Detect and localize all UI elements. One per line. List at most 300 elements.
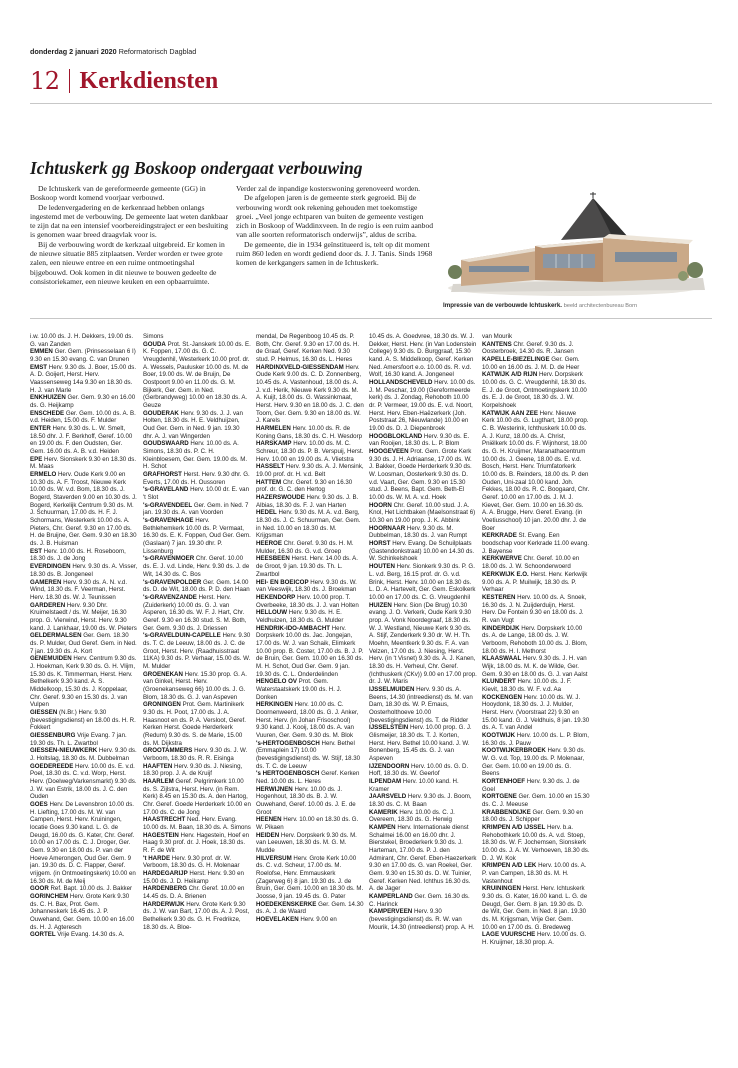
listing-entry <box>143 341 251 410</box>
listing-entry <box>256 625 364 679</box>
listing-text: Herv. 9.30 ds. A. N. v.d. Wind, 18.30 ds. F. Veerman, Herst. Herv. 18.30 ds. W. J. Teunissen <box>30 578 128 601</box>
listing-place: GOUDERAK <box>143 409 179 417</box>
listing-entry <box>256 479 364 494</box>
listing-place: EMMEN <box>30 348 53 356</box>
listing-entry <box>143 555 251 578</box>
listing-text: Herv. Grote Kerk 9.30 ds. J. W. van Bart, 17.00 ds. A. J. Post, Bethelkerk 9.30 ds. G. H. Fredrikze, 18.30 ds. A. Bloe- <box>143 900 250 931</box>
listing-text: Herst. Herv. 14.00 ds. A. de Groot, 9 jan. 19.30 ds. Th. L. Zwartbol <box>256 555 358 578</box>
listing-place: HENDRIK-IDO-AMBACHT <box>256 624 331 632</box>
listings-rule <box>30 318 712 319</box>
listing-text: Ger. Gem. (Prinsesselaan 6 I) 9.30 en 15.30 evang. C. van Drunen <box>30 348 136 364</box>
listing-text: Herv. 10.00 ds. C. Doornenweerd, 18.00 ds. G. J. Anker, Herst. Herv. (in Johan Frisoschool) 9.30 kand. J. Kooij, 18.00 ds. A. van Vuuren, Ger. Gem. 9.30 ds. M. Blok <box>256 701 359 739</box>
listing-entry <box>482 778 590 793</box>
listing-entry <box>369 778 477 793</box>
listing-place: HAZERSWOUDE <box>256 494 305 502</box>
listing-entry <box>256 701 364 739</box>
listing-place: HOOGBLOKLAND <box>369 432 423 440</box>
listing-entry <box>369 893 477 908</box>
listing-place: GRAFHORST <box>143 471 182 479</box>
listing-entry <box>482 678 590 693</box>
listing-entry <box>30 471 138 548</box>
listing-text: Ger. Gem. 10.00 en 15.30 ds. C. J. Meeuse <box>482 793 590 808</box>
listing-place: KANTENS <box>482 340 512 348</box>
listing-text: Herv. 10.00 en 18.30 ds. G. W. Pikaen <box>256 816 359 831</box>
listing-place: KATWIJK AAN ZEE <box>482 409 538 417</box>
listing-text: Chr. Geref. 10.00 en 14.45 ds. D. A. Brienen <box>143 885 245 901</box>
listing-entry <box>482 625 590 656</box>
listing-place: HARDERWIJK <box>143 900 185 908</box>
listing-place: IJSSELSTEIN <box>369 724 409 732</box>
listing-place: GORINCHEM <box>30 893 69 901</box>
caption-text: Impressie van de verbouwde Ichtuskerk. <box>443 302 562 309</box>
listing-entry <box>30 348 138 363</box>
listing-text: Chr. Geref. 10.00 ds. E. J. v.d. Linde, Herv. 9.30 ds. J. de Wit, 14.30 ds. C. Bos <box>143 555 250 578</box>
listing-place: HARSKAMP <box>256 440 292 448</box>
listing-text: Herv. 9.30 Dhr. Kruimelstaedt / ds. W. Meijer, 16.30 prop. G. Vierwind, Herst. Herv. 9.30 kand. J. Lankhaar, 19.00 ds. W. Pieters <box>30 601 137 632</box>
listing-place: KRIMPEN A/D IJSSEL <box>482 824 546 831</box>
listing-text: Prot. St.-Janskerk 10.00 ds. E. K. Foppen, 17.00 ds. G. C. Vreugdenhil, Westerkerk 10.00 prof. dr. A. Wessels, Paulusker 10.00 ds. M. de Boer, 19.00 ds. W. de Bruijn, De Oostpoort 9.00 en 11.00 ds. G. M. Bijkerk, Ger. Gem. in Ned. (Gerbrandyweg) 10.00 en 18.30 ds. A. Geuze <box>143 340 251 410</box>
listings-column-6 <box>595 333 703 1053</box>
article-paragraph: Bij de verbouwing wordt de kerkzaal uitgebreid. Er komen in de nieuwe situatie 885 zitplaatsen. Verder worden er twee grote zalen, een nieuwe entree en een ruime ontmoetingshal bijgebouwd. Ook komen in dit nieuwe te bouwen gedeelte de consistoriekamer, een nieuwe keuken en een opbaarruimte. <box>30 239 225 286</box>
listing-entry <box>30 931 138 939</box>
listing-text: Prot. Gem. Martinikerk 9.30 ds. H. Poot, 17.00 ds. J. A. Haasnoot en ds. P. A. Versloot, Geref. Kerken Herst. Goede Herderkerk (Redum) 9.30 ds. S. de Marie, 15.00 ds. M. Dijkstra <box>143 701 246 747</box>
listing-text: Ger. Gem. 18.30 ds. P. Mulder, Oud Geref. Gem. in Ned. 7 jan. 19.30 ds. A. Kort <box>30 632 137 655</box>
listing-entry <box>482 655 590 678</box>
listing-entry <box>482 931 590 946</box>
listing-place: 's-GRAVENHAGE <box>143 517 194 525</box>
listing-text: Herv. Sionkerk 9.30 ds. P. G. L. v.d. Berg, 16.15 prof. dr. G. v.d. Brink, Herst. Herv. 10.00 en 18.30 ds. L. D. A. Hartevelt, Ger. Gem. Eskolkerk 10.00 en 17.00 ds. C. G. Vreugdenhil <box>369 563 476 601</box>
listing-text: Herv. 9.30 ds. J. J. van Holten, 18.30 ds. H. E. Veldhuijzen, Oud Ger. Gem. in Ned. 9 jan. 19.30 dhr. A. J. van Wingerden <box>143 409 243 440</box>
listing-place: ENKHUIZEN <box>30 394 66 402</box>
listing-place: HOEDEKENSKERKE <box>256 900 317 908</box>
listing-text: Herv. Oude Kerk 9.00 ds. C. D. Zonnenberg, 10.45 ds. A. Vastenhoud, 18.00 ds. A. J. v.d. Herik, Nieuwe Kerk 9.30 ds. M. A. Kuijt, 18.00 ds. G. Wassinkmaat, Herst. Herv. 9.30 en 18.00 ds. J. C. den Toom, Ger. Gem. 9.30 en 18.00 ds. W. J. Karels <box>256 363 364 425</box>
listing-text: Herv. 9.30 ds. J. Boer, 15.00 ds. A. D. Goijert, Herst. Herv. Vaassenseweg 14a 9.30 en 18.30 ds. H. J. van Marle <box>30 363 137 394</box>
listing-place: HAAFTEN <box>143 762 173 770</box>
listing-entry <box>369 793 477 808</box>
listing-entry <box>143 333 251 341</box>
listing-text: Ger. Gem. 10.00 ds. A. B. v.d. Heiden, 15.00 ds. F. Mulder <box>30 409 136 425</box>
listing-entry <box>256 816 364 831</box>
listing-place: HEENEN <box>256 816 282 824</box>
listing-place: 's-GRAVELDUIN-CAPELLE <box>143 632 221 640</box>
listing-text: Herv. 15.30 prop. G. A. van Ginkel, Herst. Herv. (Groenekanseweg 66) 10.00 ds. J. G. Blom, 18.30 ds. G. J. van Aspeven <box>143 670 247 701</box>
listing-place: HEEROE <box>256 540 282 548</box>
issue-date: donderdag 2 januari 2020 <box>30 47 117 56</box>
listing-entry <box>482 793 590 808</box>
listing-entry <box>369 563 477 601</box>
listing-text: Herv. 9.30 ds. J. H. van Wijk, 18.00 ds. M. K. de Wilde, Ger. Gem. 9.30 en 18.00 ds. G. J. van Aalst <box>482 655 588 678</box>
listing-text: Herv. 10.00 ds. J. F. Kievit, 18.30 ds. W. F. v.d. Aa <box>482 678 572 693</box>
listing-entry <box>369 763 477 778</box>
listing-text: Ger. Gem. 14.00 ds. D. de Wit, 18.00 ds. P. D. den Haan <box>143 578 250 594</box>
listing-place: HOOGEVEEN <box>369 448 409 456</box>
header-divider <box>69 69 70 93</box>
listing-entry <box>30 333 138 348</box>
listing-entry <box>256 901 364 916</box>
listing-text: Herv. Sionskerk 9.30 en 18.30 ds. M. Maas <box>30 455 137 471</box>
listing-entry <box>482 732 590 747</box>
listing-entry <box>369 333 477 379</box>
listings-column-5 <box>482 333 590 1053</box>
listing-place: HAARLEM <box>143 777 174 785</box>
listing-entry <box>30 456 138 471</box>
listing-entry <box>30 885 138 893</box>
listing-place: KORTENHOEF <box>482 777 525 785</box>
listing-entry <box>30 709 138 732</box>
listing-text: 10.45 ds. A. Goedvree, 18.30 ds. W. J. Dekker, Herst. Herv. (in Van Lodenstein College) 9.30 ds. D. Burggraaf, 15.30 kand. A. S. Middelkoop, Geref. Kerken Ned. Amersfoort e.o. 10.00 ds. R. v.d. Wolf, 16.30 kand. A. Jongeneel <box>369 333 477 379</box>
listing-entry <box>143 885 251 900</box>
listing-place: KERKWERVE <box>482 555 522 563</box>
listing-entry <box>369 908 477 931</box>
listing-text: Herv. Internationale dienst Schalmei 16.00 en 16.00 dhr. J. Bierstekel, Broederkerk 9.30 ds. J. Harteman, 17.00 ds. P. J. den Admirant, Chr. Geref. Eben-Haezerkerk 9.30 en 17.00 ds. G. van Roekel, Ger. Gem. 9.30 en 15.30 ds. D. W. Tuinier, Geref. Kerken Ned. Ichthus 16.30 ds. A. de Jager <box>369 824 477 893</box>
listing-entry <box>30 410 138 425</box>
listing-entry <box>256 609 364 624</box>
listing-entry <box>256 425 364 440</box>
listing-place: 's-GRAVENZANDE <box>143 593 197 601</box>
listing-text: Chr. Geref. 10.00 en 18.00 ds. J. W. Schoonderwoerd <box>482 555 580 571</box>
listing-place: HORST <box>369 540 391 548</box>
listing-text: Herv. Centrum 9.30 ds. J. Hoekman, Kerk 9.30 ds. G. H. Vlijm, 15.30 ds. K. Timmerman, Herst. Herv. Bethelkerk 9.30 kand. A. S. Middelkoop, 15.30 ds. J. Koppelaar, Chr. Geref. 9.30 en 15.30 ds. J. van Vulpen <box>30 655 137 709</box>
listing-entry <box>30 893 138 931</box>
listing-entry <box>369 433 477 448</box>
listing-text: Herv. Evang. De Schuilplaats (Gastendonkstraat) 10.00 en 14.30 ds. W. Schinkelshoek <box>369 540 475 563</box>
listing-place: KAMERIK <box>369 808 398 816</box>
listing-entry <box>256 579 364 594</box>
listing-place: KAMPEN <box>369 824 396 831</box>
listing-text: Herv. De Levensbron 10.00 ds. H. Liefting, 17.00 ds. M. W. van Campen, Herst. Herv. Kruiningen, locatie Goes 9.30 kand. L. G. de Deugd, 16.00 ds. G. Kater, Chr. Geref. 10.00 en 17.00 ds. C. J. Droger, Ger. Gem. 9.30 en 18.00 ds. P. van der Hoeve Amerongen, Oud Ger. Gem. 9 jan. 19.30 ds. D. C. Flapper, Geref. vrijgem. (in Ontmoetingskerk) 10.00 en 16.30 ds. M. de Meij <box>30 800 136 885</box>
listing-text: Herv. Grote Kerk 9.30 ds. C. H. Bax, Prot. Gem. Johanneskerk 16.45 ds. J. P. Ouwehand, Ger. Gem. 10.00 en 16.00 ds. H. J. Agteresch <box>30 893 135 931</box>
listing-place: GARDEREN <box>30 601 66 609</box>
listing-place: 's HERTOGENBOSCH <box>256 770 320 778</box>
header-rule <box>30 103 712 104</box>
listing-place: HARDEGARIJP <box>143 870 188 878</box>
article-paragraph: De ledenvergadering en de kerkenraad hebben onlangs ingestemd met de verbouwing. De gemeente laat weten dankbaar te zijn dat na een intensief voorbereidingstraject er een besluiting is genomen waar breed draagvlak voor is. <box>30 202 228 240</box>
article-column-2 <box>236 184 436 268</box>
listing-entry <box>369 809 477 824</box>
listing-text: Ned. Herv. Evang. 10.00 ds. M. Baan, 18.30 ds. A. Simons <box>143 816 251 831</box>
listing-text: Herv. 9.30 ds. M. A. v.d. Berg, 18.30 ds. J. C. Schuurman, Ger. Gem. in Ned. 10.00 en 18.30 ds. M. Krijgsman <box>256 509 361 540</box>
listing-text: Herv. 9.30 ds. J. Holtslag, 18.30 ds. M. Dubbelman <box>30 747 137 762</box>
listing-entry <box>143 832 251 855</box>
listing-entry <box>30 425 138 456</box>
listing-place: IJZENDOORN <box>369 762 410 770</box>
listing-place: 't HARDE <box>143 854 171 862</box>
listing-text: Herv. 9.30 ds. T. C. de Leeuw, 18.00 ds. J. C. de Groot, Herst. Herv. (Raadhuisstraat 11KA) 9.30 ds. P. Verhaar, 15.00 ds. W. M. Mulder <box>143 632 251 670</box>
listing-text: Herv. Dorpskerk 10.00 ds. G. C. Vreugdenhil, 18.30 ds. E. J. de Groot, Ontmoetingskerk 10.00 ds. E. J. de Groot, 18.30 ds. J. W. Korpelshoek <box>482 371 587 410</box>
listing-entry <box>143 440 251 471</box>
listing-place: KAMPERLAND <box>369 893 413 901</box>
listing-text: Prot. Gem. Grote Kerk 9.30 ds. J. H. Adriaanse, 17.00 ds. W. J. Bakker, Goede Herderkerk 9.30 ds. W. Loosman, Oosterkerk 9.30 ds. D. v.d. Vaart, Ger. Gem. 9.30 en 15.30 stud. J. Beens, Bapt. Gem. Beth-El 10.00 ds. W. M. A. v.d. Hoek <box>369 448 472 502</box>
listing-place: KAPELLE-BIEZELINGE <box>482 356 550 364</box>
listing-entry <box>143 486 251 501</box>
listing-text: Herv. 9.30 prof. dr. W. Verboom, 18.30 ds. G. H. Molenaar <box>143 854 240 870</box>
listing-place: HAASTRECHT <box>143 816 186 824</box>
listing-place: HEDEL <box>256 509 277 517</box>
listing-text: Herv. 10.00 ds. R. de Koning Gans, 18.30 ds. C. H. Wesdorp <box>256 425 363 440</box>
listing-text: Herv. b.a. Rehobothkerk 10.00 ds. A. v.d. Stoep, 18.30 ds. W. F. Jochemsen, Sionskerk 10.00 ds. J. A. W. Verhoeven, 18.30 ds. D. J. W. Kok <box>482 824 590 862</box>
listing-place: GOUDA <box>143 340 166 348</box>
listing-place: 's-GRAVELAND <box>143 486 189 494</box>
listing-entry <box>30 364 138 395</box>
listing-entry <box>256 555 364 578</box>
listing-text: Herv. Sion (De Brug) 10.30 evang. J. O. Verkerk, Oude Kerk 9.30 prop. A. Vonk Noordegraaf, 18.30 ds. W. J. Westland, Nieuwe Kerk 9.30 ds. A. Stijf, Zenderkerk 9.30 dr. W. H. Th. Moehn, Meentkerk 9.30 ds. F. A. van Velzen, 17.00 ds. J. Niesing, Herst. Herv. (in 't Visnet) 9.30 ds. A. J. Kanen, 18.30 ds. H. Verheul, Chr. Geref. (Ichthuskerk (CKv)) 9.00 en 17.00 prop. dr. J. W. Maris <box>369 601 477 686</box>
listing-text: Ger. Gem. 16.30 ds. C. Harinck <box>369 893 470 908</box>
listing-place: GOOR <box>30 885 49 893</box>
listing-place: HOLLANDSCHEVELD <box>369 379 433 387</box>
listing-text: (N.Br.) Herv. 9.30 (bevestigingsdienst) en 18.00 ds. H. R. Fokkert <box>30 708 136 732</box>
listing-place: KERKWIJK E.O. <box>482 570 529 578</box>
listing-place: KAMPERVEEN <box>369 908 413 916</box>
listing-text: Chr. Geref. 10.00 stud. J. A. Knol, Het Lichtbaken (Maelsonstraat 6) 10.30 en 19.00 prop. J. K. Abbink <box>369 501 476 525</box>
listing-place: HUIZEN <box>369 601 392 609</box>
listing-place: GIESSENBURG <box>30 731 76 739</box>
listing-place: HATTEM <box>256 478 282 486</box>
listing-text: Geref. Pelgrimkerk 10.00 ds. S. Zijlstra, Herst. Herv. (in Rem. Kerk) 8.45 en 15.30 ds. A. den Hartog, Chr. Geref. Goede Herderkerk 10.00 en 17.00 ds. C. de Jong <box>143 777 251 816</box>
listing-place: HOORN <box>369 501 392 509</box>
listing-entry <box>143 701 251 747</box>
listing-text: Ger. Gem. 14.30 ds. A. J. de Waard <box>256 900 364 916</box>
article-paragraph: Verder zal de inpandige kosterswoning gerenoveerd worden. <box>236 184 421 193</box>
listing-entry <box>143 594 251 632</box>
listing-text: Ger. Gem. 9.30 en 18.00 ds. J. Schipper <box>482 808 584 824</box>
listing-place: HOORNAAR <box>369 524 406 532</box>
listing-entry <box>369 824 477 893</box>
listing-entry <box>30 602 138 633</box>
listing-text: Herv. 9.30 ds. J. Boom, 18.30 ds. C. M. Baan <box>369 793 472 808</box>
listing-place: HERWIJNEN <box>256 785 293 793</box>
listing-place: KLUNDERT <box>482 678 516 686</box>
listing-text: Herv. 10.00 ds. E. v.d. Poel, 18.30 ds. C. v.d. Worp, Herst. Herv. (Doelweg/Varkensmarkt) 9.30 ds. J. W. van Estrik, 18.00 ds. J. C. den Ouden <box>30 762 137 801</box>
listing-place: HELLOUW <box>256 609 288 617</box>
listing-place: HASSELT <box>256 463 285 471</box>
listing-place: KRUININGEN <box>482 885 521 893</box>
listing-place: GROENEKAN <box>143 670 183 678</box>
listing-place: KOOTWIJK <box>482 731 516 739</box>
listing-place: KOCKENGEN <box>482 693 522 701</box>
page-number: 12 <box>30 67 60 95</box>
listing-place: GELDERMALSEN <box>30 632 82 640</box>
listing-entry <box>482 371 590 409</box>
listing-place: KRABBENDIJKE <box>482 808 531 816</box>
listing-place: HEI- EN BOEICOP <box>256 578 309 586</box>
listing-place: HARMELEN <box>256 425 291 433</box>
listing-text: Herv. 10.00 ds. A. P. van Campen, 18.30 ds. M. H. Vastenhout <box>482 862 587 885</box>
listing-text: Herst. Herv. 9.30 dhr. G. Everts, 17.00 ds. H. Oussoren <box>143 471 250 486</box>
listing-place: HILVERSUM <box>256 854 292 862</box>
listings-column-4 <box>369 333 477 1053</box>
listing-place: KORTGENE <box>482 793 517 801</box>
listing-entry <box>143 855 251 870</box>
listing-text: Herv. Bethel (Emmaplein 17) 10.00 (bevestigingsdienst) ds. W. Stijf, 18.30 ds. T. C. de Leeuw <box>256 739 361 770</box>
listing-place: ENTER <box>30 425 51 433</box>
listing-entry <box>30 548 138 563</box>
listing-text: Herst. Herv. Kerkwijk 9.00 ds. A. P. Muilwijk, 18.30 ds. P. Verhaar <box>482 570 588 594</box>
listing-entry <box>482 824 590 862</box>
listing-place: HAGESTEIN <box>143 831 179 839</box>
listing-text: Herv. 10.00 ds. J. M. Peschar, 19.00 (Gereformeerde kerk) ds. J. Zondag, Rehoboth 10.00 dr. P. Vermeer, 19.00 ds. E. v.d. Noort, Herst. Herv. Eben-Haëzerkerk (Joh. Poststraat 26, Nieuwlande) 10.00 en 19.00 ds. D. J. Diepenbroek <box>369 379 476 433</box>
listing-place: GIESSEN-NIEUWKERK <box>30 747 98 755</box>
listing-entry <box>482 410 590 533</box>
listing-text: Herv. 9.30 ds. J. Niesing, 18.30 prop. J. A. de Kruijf <box>143 762 243 778</box>
listing-text: Herst. Herv. (Zuiderkerk) 10.00 ds. G. J. van Asperen, 16.30 ds. W. F. J. Hart, Chr. Geref. 9.30 en 16.30 stud. S. M. Both, Ger. Gem. 9.30 ds. J. Driessen <box>143 593 247 632</box>
listing-entry <box>143 816 251 831</box>
listing-entry <box>256 440 364 463</box>
listing-entry <box>256 494 364 509</box>
photo-caption <box>443 302 637 309</box>
listing-entry <box>369 448 477 502</box>
listing-entry <box>482 356 590 371</box>
newspaper-name: Reformatorisch Dagblad <box>118 47 197 56</box>
listing-text: Herv. 9.30 ds. E. van Rooijen, 18.30 ds. L. P. Blom <box>369 432 470 448</box>
listing-entry <box>256 740 364 771</box>
listing-text: St. Evang. Een boodschap voor Kerkrade 11.00 evang. J. Bayense <box>482 532 590 555</box>
listing-entry <box>482 341 590 356</box>
listing-entry <box>256 916 364 924</box>
listing-entry <box>30 655 138 709</box>
listing-text: Herv. 10.00 ds. A. Simons, 18.30 ds. P. C. H. Kleinbloesem, Ger. Gem. 19.00 ds. M. H. Schot <box>143 440 248 471</box>
listing-place: HERKINGEN <box>256 701 293 709</box>
listing-place: KATWIJK A/D RIJN <box>482 371 538 379</box>
listing-entry <box>30 747 138 762</box>
listing-entry <box>30 632 138 655</box>
listing-text: Herv. 10.00 prop. G. J. Glismeijer, 18.30 ds. T. J. Korten, Herst. Herv. Bethel 10.00 kand. J. W. Bonenberg, 15.45 ds. G. J. van Aspeven <box>369 724 472 762</box>
listing-entry <box>143 870 251 885</box>
listing-text: Herv. Nieuwe Kerk 10.00 ds. G. Lugthart, 18.00 prop. C. B. Westerink, Ichthuskerk 10.00 ds. A. J. Kunz, 18.00 ds. A. Christ, Pniëlkerk 10.00 ds. F. Wijnhorst, 18.00 ds. G. H. Kruijmer, Maranathacentrum 10.00 ds. J. Geene, 18.00 ds. E. v.d. Bosch, Herst. Herv. Triumfatorkerk 10.00 ds. B. Reinders, 18.00 ds. P. den Ouden, Uni-zaal 10.00 kand. Joh. Fekkes, 18.00 ds. R. C. Boogaard, Chr. Geref. 10.00 en 17.00 ds. J. M. J. Kievet, Ger. Gem. 10.00 en 16.30 ds. A. A. Brugge, Herv. Geref. Evang. (in Voetiusschool) 10 jan. 20.00 dhr. J. de Boer <box>482 409 590 532</box>
listing-text: Herv. 10.00 ds. J. Hogenhout, 18.30 ds. B. J. W. Ouwehand, Geref. 10.00 ds. J. E. de Groot <box>256 785 356 816</box>
listing-place: ILPENDAM <box>369 777 402 785</box>
listing-entry <box>256 509 364 540</box>
listing-entry <box>143 901 251 932</box>
listing-text: Herv. 9.30 ds. A. J. Mensink, 19.00 prof. dr. H. v.d. Belt <box>256 463 364 479</box>
listing-entry <box>256 832 364 855</box>
listing-text: Herv. 10.00 ds. L. P. Blom, 16.30 ds. J. Pauw <box>482 731 589 747</box>
listing-entry <box>482 885 590 931</box>
listing-text: Chr. Geref. 9.30 en 16.30 prof. dr. G. C. den Hertog <box>256 478 353 494</box>
listing-place: HENGELO OV <box>256 678 297 686</box>
listing-entry <box>143 778 251 816</box>
listing-text: Herv. 10.00 ds. G. D. Hoff, 18.30 ds. W. Geerlof <box>369 762 469 778</box>
listing-text: Prot. Gem. Waterstaatskerk 19.00 ds. H. J. Donken <box>256 678 342 701</box>
listing-entry <box>256 786 364 817</box>
listing-text: van Mourik <box>482 333 513 340</box>
listing-place: GENEMUIDEN <box>30 655 72 663</box>
listing-entry <box>143 671 251 702</box>
listing-text: Herv. 9.30 ds. J. W. Verboom, 18.30 ds. R. R. Eisinga <box>143 747 248 762</box>
listing-text: Herv. 10.00 ds. C. J. Overeem, 18.30 ds. G. Herwig <box>369 808 455 824</box>
listing-place: KLAASWAAL <box>482 655 522 663</box>
listing-entry <box>482 747 590 778</box>
section-title: Kerkdiensten <box>79 67 219 94</box>
listing-text: Herv. 9.30 ds. W. van Veeswijk, 18.30 ds. J. Broekman <box>256 578 357 594</box>
listing-text: Geref. Kerken Ned. 10.00 ds. L. Heres <box>256 770 360 785</box>
listing-text: Herv. 10.00 ds. W. J. Hooydonk, 18.30 ds. J. J. Mulder, Herst. Herv. (Voorstraat 22) 9.30 en 15.00 kand. G. J. Veldhuis, 8 jan. 19.30 ds. A. T. van Andel <box>482 693 590 732</box>
listing-entry <box>30 732 138 747</box>
listing-entry <box>143 747 251 762</box>
listing-text: i.w. 10.00 ds. J. H. Dekkers, 19.00 ds. G. van Zanden <box>30 333 134 348</box>
listing-place: HEKENDORP <box>256 593 296 601</box>
listing-place: 's-HERTOGENBOSCH <box>256 739 320 747</box>
listing-place: HEESBEEN <box>256 555 290 563</box>
listing-text: Vrije Evang. 14.30 ds. A. <box>55 931 125 939</box>
listing-text: Herv. 9.30 ds. A. Visser, 18.30 ds. B. Jongeneel <box>30 563 138 578</box>
listing-text: Chr. Geref. 9.30 ds. H. M. Mulder, 16.30 ds. G. v.d. Groep <box>256 540 354 555</box>
listing-text: Herv. 10.00 ds. H. Roseboom, 18.30 ds. J. de Jong <box>30 547 126 563</box>
listing-place: KRIMPEN A/D LEK <box>482 862 537 870</box>
listing-text: mendal, De Regenboog 10.45 ds. P. Both, Chr. Geref. 9.30 en 17.00 ds. H. de Graaf, Geref. Kerken Ned. 9.30 stud. P. Helmus, 16.30 ds. L. Heres <box>256 333 360 364</box>
listing-text: Herv. 9.30 ds. J. de Goel <box>482 777 580 793</box>
article-paragraph: De gemeente, die in 1934 geïnstitueerd is, telt op dit moment ruim 860 leden en wordt gediend door ds. J. J. Tanis. Sinds 1968 komen de kerkgangers samen in de Ichtuskerk. <box>236 239 433 268</box>
listing-entry <box>256 855 364 901</box>
article-headline: Ichtuskerk gg Boskoop ondergaat verbouwing <box>30 158 363 178</box>
listing-place: 's-GRAVENDEEL <box>143 501 193 509</box>
listing-entry <box>369 525 477 540</box>
listing-text: Herv. 9.30 ds. L. W. Smelt, 18.50 dhr. J. F. Berkhoff, Geref. 10.00 en 19.00 ds. F. den Oudsten, Ger. Gem. 16.00 ds. A. B. v.d. Heiden <box>30 425 133 456</box>
listing-entry <box>256 678 364 701</box>
listing-entry <box>256 540 364 555</box>
listing-text: Herv. 9.30 ds. W. G. v.d. Top, 19.00 ds. P. Molenaar, Ger. Gem. 10.00 en 19.00 ds. G. Beens <box>482 747 586 778</box>
listing-entry <box>143 579 251 594</box>
page-meta <box>30 47 196 56</box>
listing-place: KERKRADE <box>482 532 517 540</box>
listing-place: KINDERDIJK <box>482 624 520 632</box>
listing-text: Herv. 9.30 ds. H. E. Veldhuizen, 18.30 ds. G. Mulder <box>256 609 344 624</box>
listing-text: Herv. 10.00 prop. T. Overbeeke, 18.30 ds. J. J. van Holten <box>256 593 359 609</box>
listing-text: Herv. Dorpskerk 10.00 ds. A. de Lange, 18.00 ds. J. W. Verboom, Rehoboth 10.00 ds. J. Blom, 18.00 ds. H. I. Methorst <box>482 624 588 655</box>
listing-text: Herv. Grote Kerk 10.00 ds. C. v.d. Scheur, 17.00 ds. M. Roelofse, Herv. Emmauskerk (Zagerweg 6) 8 jan. 19.30 ds. J. de Bruin, Ger. Gem. 10.00 en 18.30 ds. M. Joosse, 9 jan. 19.45 ds. G. Pater <box>256 854 364 901</box>
photo-credit: beeld architectenbureau Born <box>563 303 638 309</box>
listing-entry <box>369 724 477 762</box>
listing-entry <box>256 594 364 609</box>
listing-entry <box>143 632 251 670</box>
listing-text: Vrije Evang. 7 jan. 19.30 ds. Th. L. Zwartbol <box>30 731 127 747</box>
listing-place: EST <box>30 547 42 555</box>
listing-entry <box>256 770 364 785</box>
listing-text: Herv. 10.00 ds. M. C. Schreur, 18.30 ds. P. B. Verspuij, Herst. Herv. 10.00 en 19.00 ds. A. Vlietstra <box>256 440 364 463</box>
listing-entry <box>30 563 138 578</box>
listing-text: Chr. Geref. 9.30 ds. J. Oosterbroek, 14.30 ds. R. Jansen <box>482 340 574 356</box>
listing-place: EPE <box>30 455 43 463</box>
listing-text: Herv. 9.30 ds. J. B. Albias, 18.30 ds. F. J. van Harten <box>256 494 359 509</box>
listing-entry <box>369 602 477 686</box>
listing-entry <box>482 862 590 885</box>
listing-text: Ger. Gem. 9.30 en 16.00 ds. G. Heijkamp <box>30 394 136 410</box>
listing-entry <box>143 410 251 441</box>
listing-place: IJSSELMUIDEN <box>369 685 415 693</box>
listing-entry <box>482 333 590 341</box>
listing-place: 's-GRAVENPOLDER <box>143 578 202 586</box>
listing-text: Herst. Herv. Ichtuskerk 9.30 ds. G. Kater, 16.00 kand. L. G. de Deugd, Ger. Gem. 8 jan. 19.30 ds. D. de Wit, Ger. Gem. in Ned. 8 jan. 19.30 ds. M. Krijgsman, Vrije Ger. Gem. 10.00 en 17.00 ds. G. Bredeweg <box>482 885 588 931</box>
listing-entry <box>143 517 251 555</box>
listing-text: Herv. 9.00 en <box>298 916 337 924</box>
listing-entry <box>482 809 590 824</box>
listing-text: Herv. 9.30 (bevestigingsdienst) ds. R. W. van Mourik, 14.30 (intreedienst) prop. A. H. <box>369 908 475 931</box>
listings-column-3 <box>256 333 364 1053</box>
listings-column-2 <box>143 333 251 1053</box>
page-header <box>30 66 218 96</box>
listing-text: Herv. 9.30 ds. M. Dubbelman, 18.30 ds. J. van Rumpt <box>369 524 467 540</box>
listing-place: GAMEREN <box>30 578 62 586</box>
listing-place: GORTEL <box>30 931 56 939</box>
listing-place: JAARSVELD <box>369 793 407 801</box>
listing-place: EMST <box>30 363 48 371</box>
listing-place: GIESSEN <box>30 708 58 716</box>
listing-text: Herst. Herv. 9.30 en 15.00 ds. J. D. Heikamp <box>143 870 244 885</box>
listing-entry <box>482 555 590 570</box>
listing-place: HEIDEN <box>256 831 280 839</box>
listing-entry <box>256 364 364 425</box>
article-column-1 <box>30 184 228 286</box>
listing-text: Ger. Gem. 10.00 en 16.00 ds. J. M. D. de Heer <box>482 356 580 371</box>
